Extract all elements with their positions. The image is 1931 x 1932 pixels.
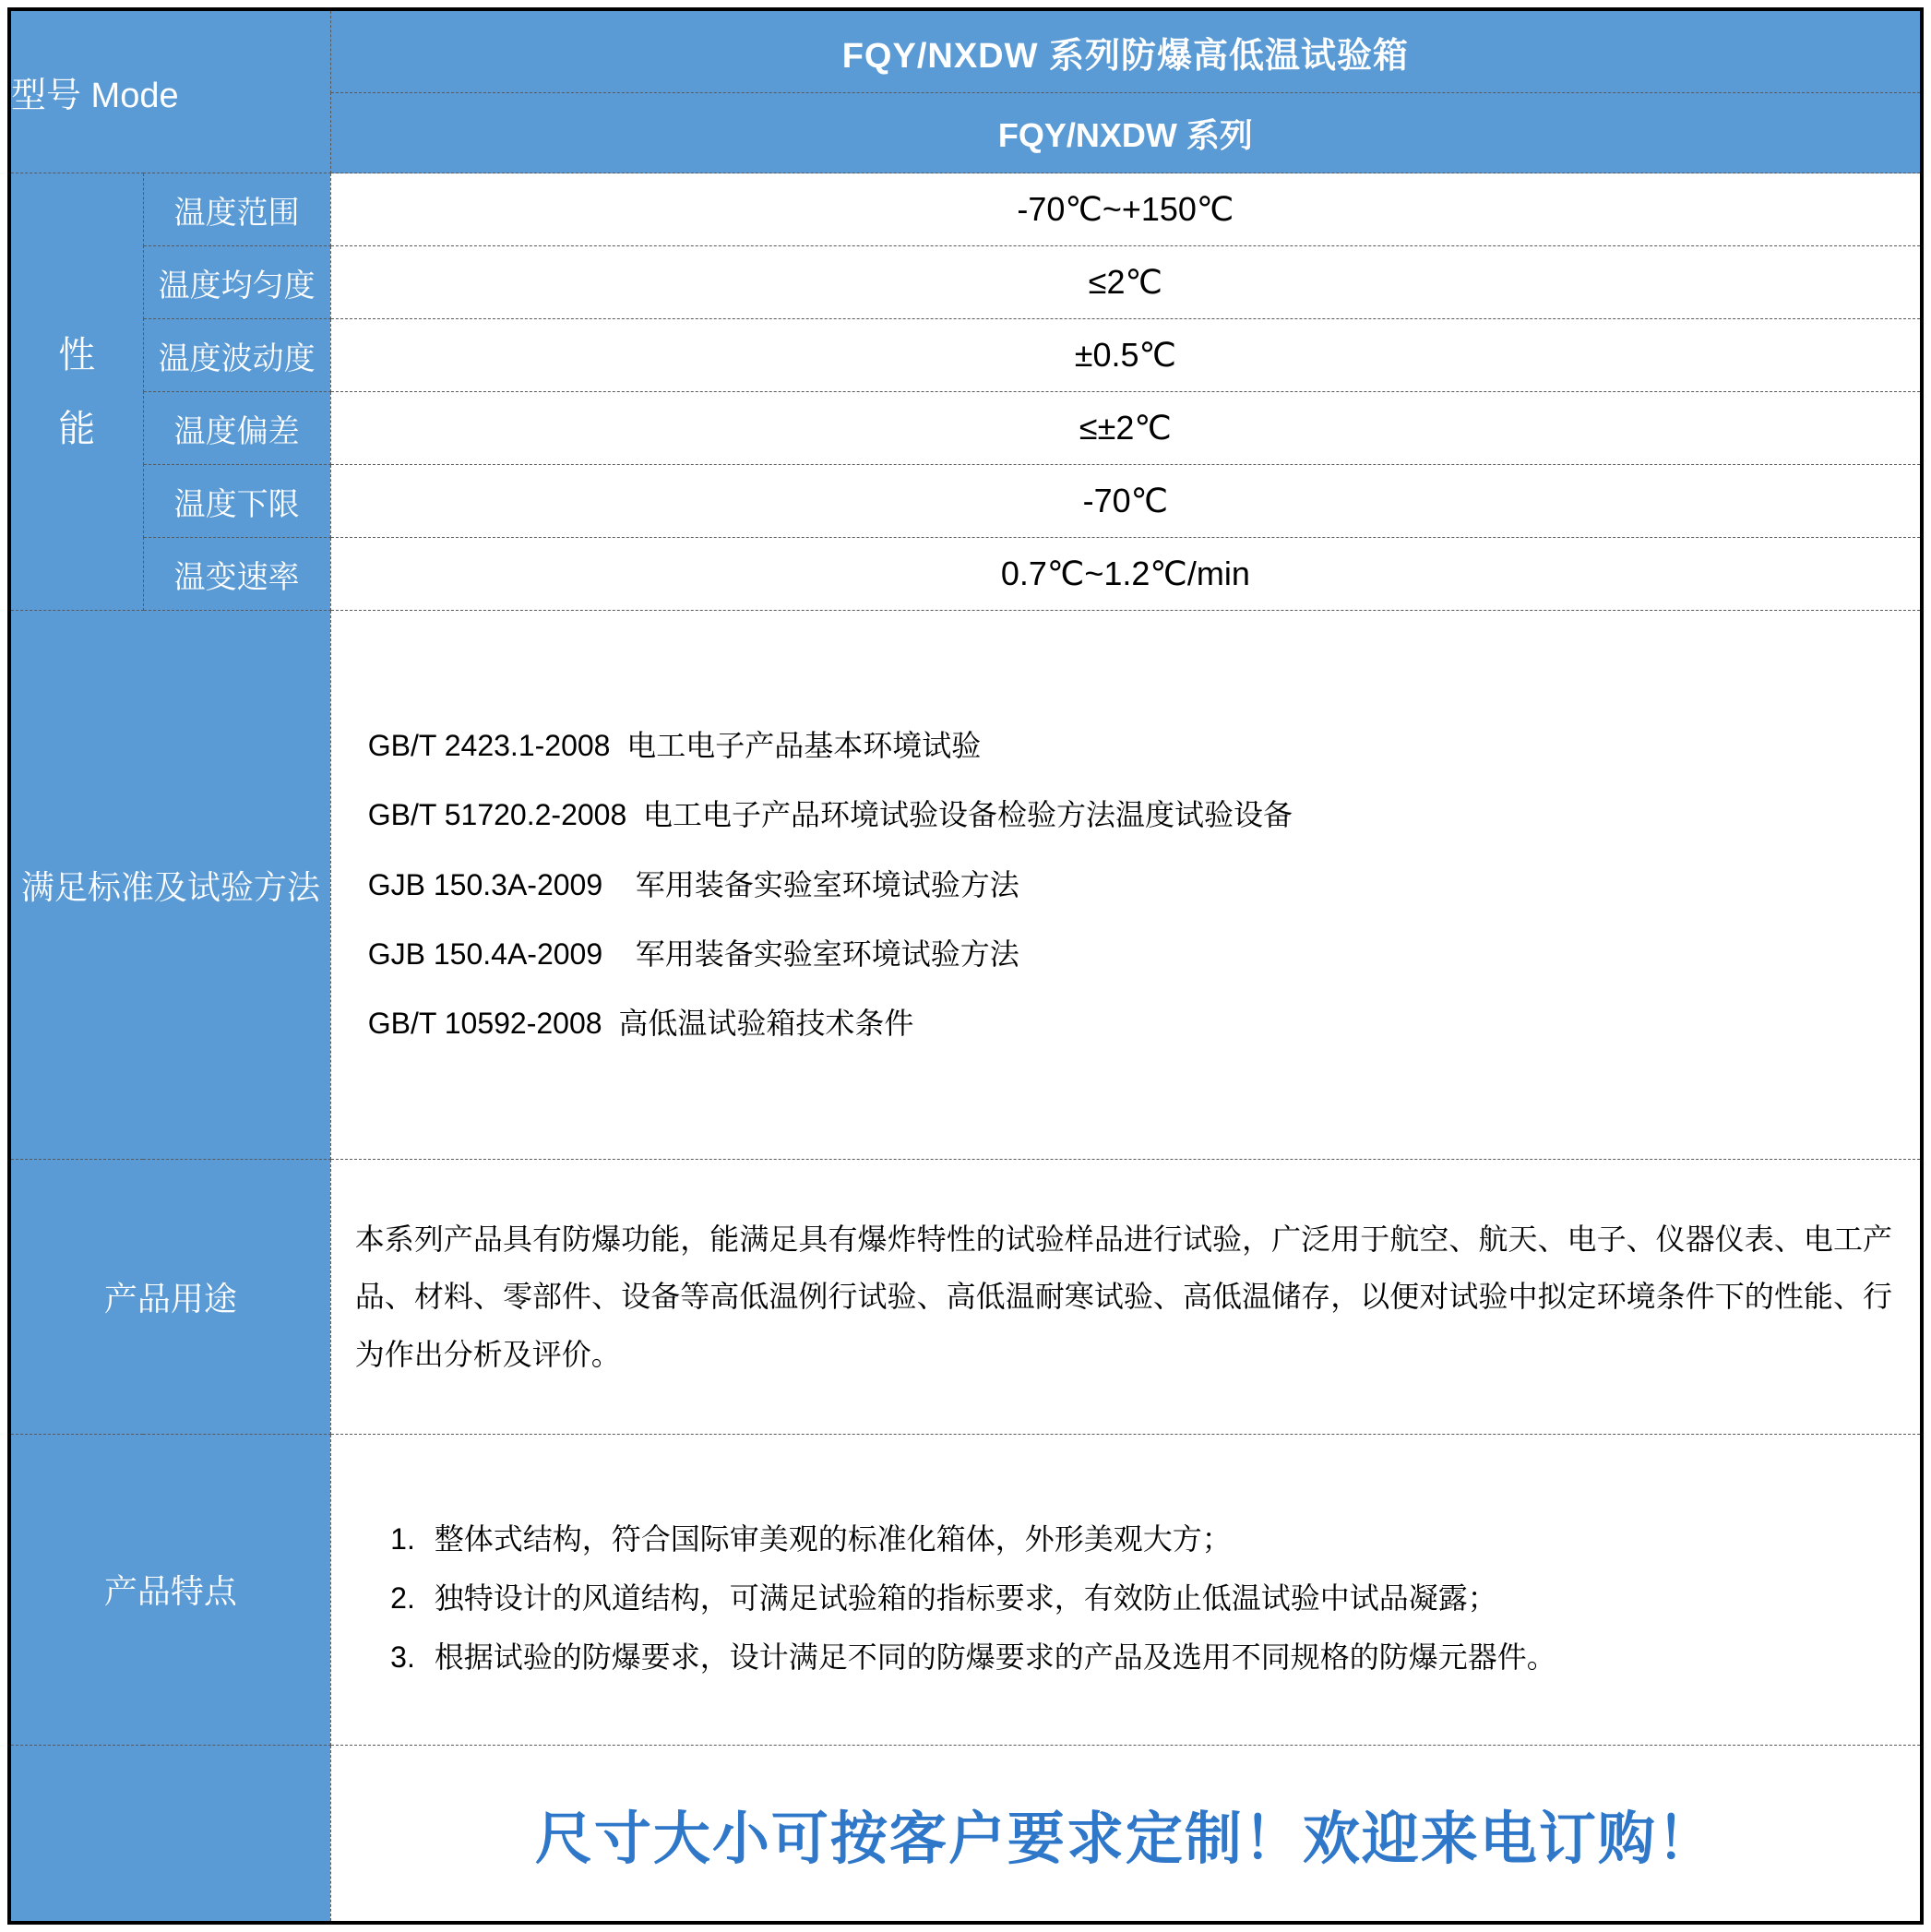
standards-list: [331, 674, 1920, 1095]
perf-row-label-0: 温度范围: [143, 173, 330, 246]
standards-item-0: GB/T 2423.1-2008 电工电子产品基本环境试验: [367, 729, 982, 763]
table-row-temp-uniformity: [9, 246, 1922, 319]
table-row-temp-range: [9, 173, 1922, 246]
perf-row-label-2: 温度波动度: [143, 319, 330, 392]
table-row-promo: [9, 1746, 1922, 1924]
perf-row-value-2: ±0.5℃: [330, 319, 1922, 392]
promo-text-cell: 尺寸大小可按客户要求定制！欢迎来电订购！: [330, 1746, 1922, 1924]
perf-row-label-5: 温变速率: [143, 538, 330, 611]
perf-row-value-3: ≤±2℃: [330, 392, 1922, 465]
table-row-temp-deviation: [9, 392, 1922, 465]
standards-value-cell: [330, 611, 1922, 1160]
perf-row-label-3: 温度偏差: [143, 392, 330, 465]
standards-item-4: GB/T 10592-2008 高低温试验箱技术条件: [367, 1006, 914, 1040]
model-label-cell: 型号 Mode: [9, 9, 330, 173]
standards-label-cell: 满足标准及试验方法: [9, 611, 330, 1160]
product-spec-table: [7, 7, 1924, 1925]
perf-row-value-4: -70℃: [330, 465, 1922, 538]
perf-row-value-1: ≤2℃: [330, 246, 1922, 319]
model-title-cell: FQY/NXDW 系列防爆高低温试验箱: [330, 9, 1922, 93]
usage-value-cell: [330, 1160, 1922, 1434]
features-item-1: 2. 独特设计的风道结构，可满足试验箱的指标要求，有效防止低温试验中试品凝露；: [423, 1568, 1889, 1628]
perf-row-label-1: 温度均匀度: [143, 246, 330, 319]
table-row-features: [9, 1434, 1922, 1745]
perf-row-label-4: 温度下限: [143, 465, 330, 538]
features-inner: [331, 1471, 1920, 1709]
promo-label-cell: [9, 1746, 330, 1924]
table-row-model: [9, 9, 1922, 93]
usage-label-cell: 产品用途: [9, 1160, 330, 1434]
perf-row-value-0: -70℃~+150℃: [330, 173, 1922, 246]
table-row-temp-fluctuation: [9, 319, 1922, 392]
features-list: [331, 1487, 1920, 1709]
series-title-cell: FQY/NXDW 系列: [330, 93, 1922, 173]
table-row-temp-lower-limit: [9, 465, 1922, 538]
table-row-standards: [9, 611, 1922, 1160]
standards-item-2: GJB 150.3A-2009 军用装备实验室环境试验方法: [367, 867, 1019, 901]
perf-row-value-5: 0.7℃~1.2℃/min: [330, 538, 1922, 611]
standards-item-1: GB/T 51720.2-2008 电工电子产品环境试验设备检验方法温度试验设备: [367, 798, 1293, 832]
features-item-2: 3. 根据试验的防爆要求，设计满足不同的防爆要求的产品及选用不同规格的防爆元器件。: [423, 1628, 1889, 1687]
usage-text: 本系列产品具有防爆功能，能满足具有爆炸特性的试验样品进行试验，广泛用于航空、航天、电子、仪器仪表、电工产品、材料、零部件、设备等高低温例行试验、高低温耐寒试验、高低温储存，以便对试验中拟定环境条件下的性能、行为作出分析及评价。: [354, 1222, 1892, 1371]
features-value-cell: [330, 1434, 1922, 1745]
table-row-temp-change-rate: [9, 538, 1922, 611]
features-label-cell: 产品特点: [9, 1434, 330, 1745]
performance-group-label: 性 能: [9, 173, 143, 611]
features-item-0: 1. 整体式结构，符合国际审美观的标准化箱体，外形美观大方；: [423, 1509, 1889, 1568]
standards-item-3: GJB 150.4A-2009 军用装备实验室环境试验方法: [367, 936, 1019, 971]
table-row-usage: [9, 1160, 1922, 1434]
